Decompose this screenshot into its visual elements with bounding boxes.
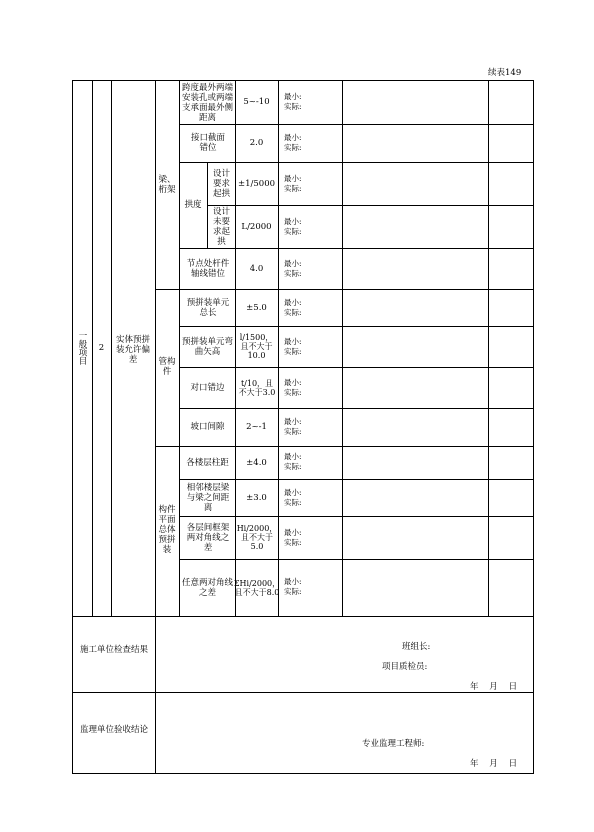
tolerance-value: L/2000 [241,221,272,232]
measured-values: 最小: 实际: [284,92,302,111]
supervision-engineer-label: 专业监理工程师: [362,739,425,749]
tolerance-value: 4.0 [249,263,264,274]
tolerance-value: l/1500，且不大于10.0 [239,333,274,360]
measured-values: 最小: 实际: [284,337,302,356]
tolerance-value: 5~-10 [243,97,270,107]
tolerance-value: ±5.0 [246,302,267,313]
check-item: 相邻楼层梁与梁之间距离 [186,482,230,513]
measured-values: 最小: 实际: [284,298,302,317]
check-item: 节点处杆件轴线错位 [186,258,230,279]
team-leader-label: 班组长: [402,642,431,652]
measured-values: 最小: 实际: [284,378,302,397]
group-tube-member: 管构件 [158,357,176,377]
group-plane-assembly: 构件平面总体预拼装 [158,505,176,555]
measured-values: 最小: 实际: [284,528,302,547]
measured-values: 最小: 实际: [284,488,302,507]
measured-values: 最小: 实际: [284,133,302,152]
check-item: 坡口间隙 [190,422,225,432]
group-beam-truss: 梁、桁架 [158,175,176,195]
item-number: 2 [98,343,105,353]
tolerance-value: ±4.0 [246,457,267,468]
tolerance-value: t/10，且不大于3.0 [238,378,276,397]
check-item: 各层间框架两对角线之差 [186,522,230,553]
item-title: 实体预拼装允许偏差 [115,335,150,365]
acceptance-date: 年 月 日 [470,759,518,769]
measured-values: 最小: 实际: [284,259,302,278]
check-item: 对口错边 [190,382,225,393]
tolerance-value: ±3.0 [246,492,267,503]
measured-values: 最小: 实际: [284,577,302,596]
tolerance-value: ΣHi/2000，且不大于8.0 [233,578,281,597]
tolerance-value: ±1/5000 [237,178,276,189]
category-general-items: 一般项目 [77,331,87,365]
sheet-number: 续表149 [488,68,522,78]
check-item: 任意两对角线之差 [181,577,233,598]
check-item: 预拼装单元弯曲矢高 [181,336,233,357]
measured-values: 最小: 实际: [284,174,302,193]
measured-values: 最小: 实际: [284,452,302,471]
supervision-acceptance-label: 监理单位验收结论 [80,725,149,735]
tolerance-value: 2~-1 [246,422,267,432]
quality-inspector-label: 项目质检员: [382,662,428,672]
arch-label: 拱度 [184,200,202,210]
check-item: 设计要求起拱 [212,169,230,199]
measured-values: 最小: 实际: [284,217,302,236]
check-item: 各楼层柱距 [186,457,229,468]
tolerance-value: 2.0 [249,138,264,148]
check-item: 跨度最外两端安装孔或两端支承面最外侧距离 [181,82,233,123]
check-date: 年 月 日 [470,682,518,692]
construction-check-label: 施工单位检查结果 [80,645,149,655]
check-item: 预拼装单元总长 [186,297,230,318]
tolerance-value: Hi/2000，且不大于5.0 [236,524,278,551]
check-item: 设计未要求起拱 [212,206,230,247]
measured-values: 最小: 实际: [284,417,302,436]
check-item: 接口截面错位 [190,133,225,153]
